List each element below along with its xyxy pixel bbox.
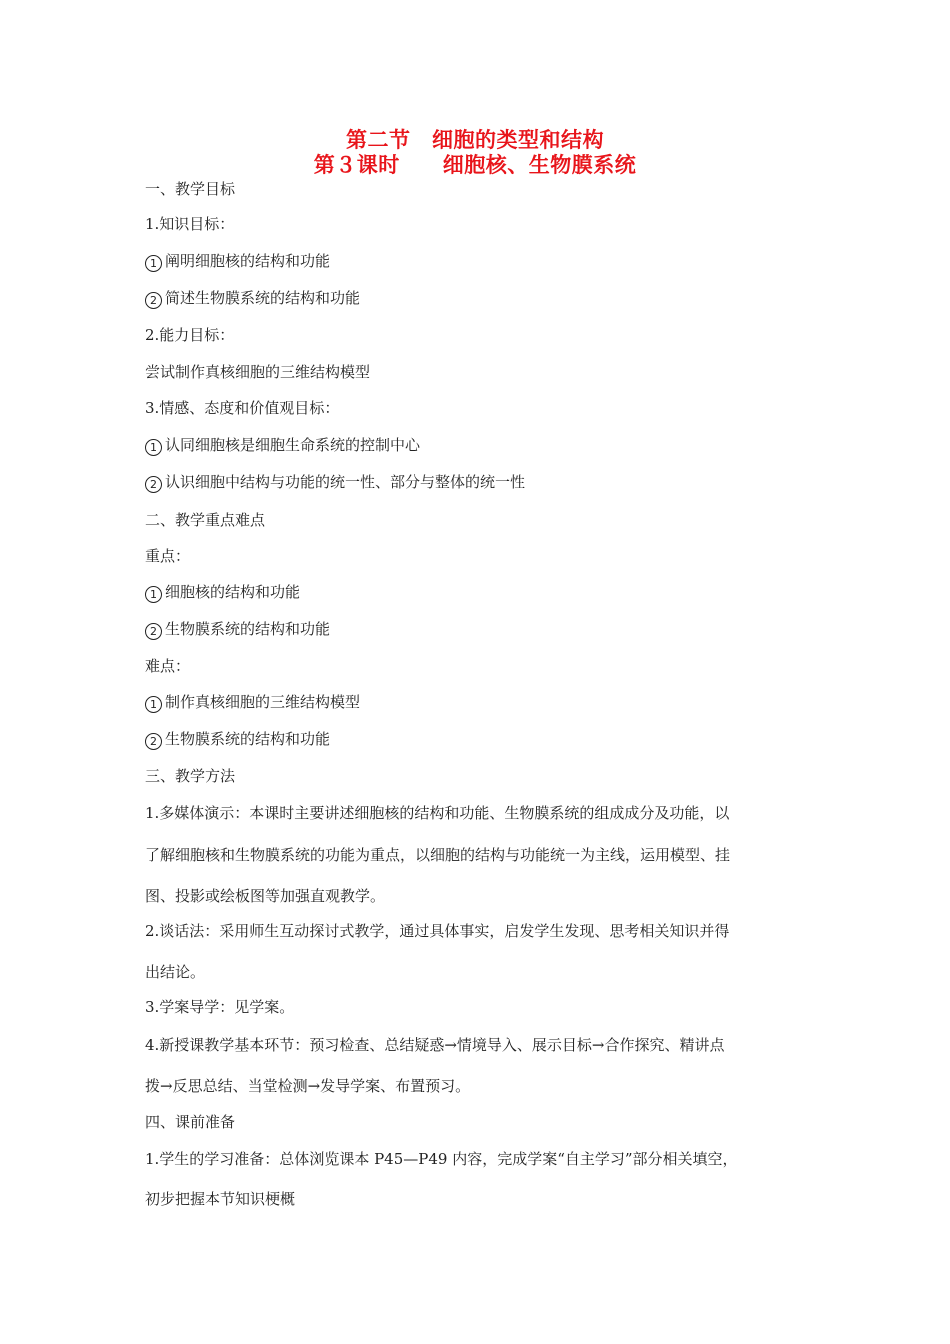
list-item: 2 简述生物膜系统的结构和功能 [145, 287, 360, 309]
list-item: 2 认识细胞中结构与功能的统一性、部分与整体的统一性 [145, 471, 525, 493]
circled-number: 2 [145, 623, 162, 640]
knowledge-objective-label: 1.知识目标： [145, 215, 235, 233]
circled-number: 2 [145, 733, 162, 750]
emotion-objective-label: 3.情感、态度和价值观目标： [145, 399, 340, 417]
list-item: 1 阐明细胞核的结构和功能 [145, 250, 330, 272]
paragraph: 2.谈话法：采用师生互动探讨式教学，通过具体事实，启发学生发现、思考相关知识并得 [145, 922, 730, 940]
paragraph: 出结论。 [145, 963, 206, 981]
section-title: 第二节 细胞的类型和结构 [346, 128, 604, 152]
lesson-title: 第３课时 细胞核、生物膜系统 [313, 153, 637, 177]
circled-number: 1 [145, 439, 162, 456]
circled-number: 1 [145, 255, 162, 272]
circled-number: 2 [145, 292, 162, 309]
circled-number: 2 [145, 476, 162, 493]
paragraph: 4.新授课教学基本环节：预习检查、总结疑惑→情境导入、展示目标→合作探究、精讲点 [145, 1036, 725, 1054]
paragraph: 3.学案导学：见学案。 [145, 998, 295, 1016]
list-item: 1 细胞核的结构和功能 [145, 581, 300, 603]
paragraph: 图、投影或绘板图等加强直观教学。 [145, 887, 386, 905]
heading-objectives: 一、教学目标 [145, 180, 236, 198]
paragraph: 初步把握本节知识梗概 [145, 1190, 296, 1208]
paragraph: 1.学生的学习准备：总体浏览课本 P45—P49 内容，完成学案“自主学习”部分相关填空， [145, 1150, 738, 1168]
heading-methods: 三、教学方法 [145, 767, 236, 785]
paragraph: 了解细胞核和生物膜系统的功能为重点，以细胞的结构与功能统一为主线，运用模型、挂 [145, 846, 731, 864]
ability-objective-label: 2.能力目标： [145, 326, 235, 344]
paragraph: 1.多媒体演示：本课时主要讲述细胞核的结构和功能、生物膜系统的组成成分及功能，以 [145, 804, 730, 822]
circled-number: 1 [145, 586, 162, 603]
heading-preparation: 四、课前准备 [145, 1113, 236, 1131]
heading-key-points: 二、教学重点难点 [145, 511, 266, 529]
circled-number: 1 [145, 696, 162, 713]
list-item: 2 生物膜系统的结构和功能 [145, 728, 330, 750]
paragraph: 拨→反思总结、当堂检测→发导学案、布置预习。 [145, 1077, 471, 1095]
list-item: 1 制作真核细胞的三维结构模型 [145, 691, 360, 713]
paragraph: 尝试制作真核细胞的三维结构模型 [145, 363, 371, 381]
difficulties-label: 难点： [145, 657, 191, 675]
key-points-label: 重点： [145, 547, 191, 565]
list-item: 1 认同细胞核是细胞生命系统的控制中心 [145, 434, 420, 456]
list-item: 2 生物膜系统的结构和功能 [145, 618, 330, 640]
